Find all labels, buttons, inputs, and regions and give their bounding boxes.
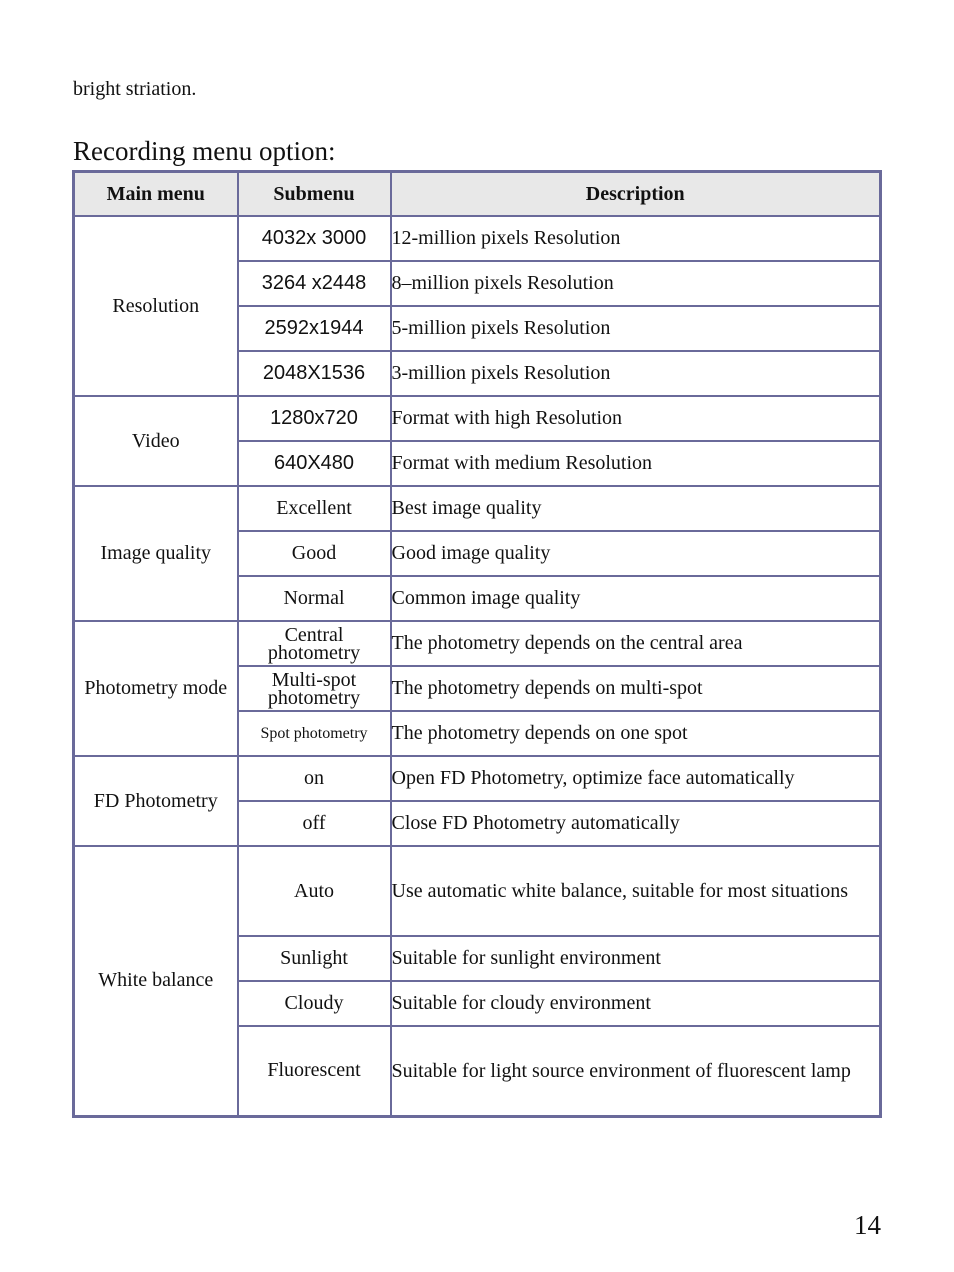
submenu-cell: Excellent (238, 486, 391, 531)
description-cell: 3-million pixels Resolution (391, 351, 881, 396)
submenu-cell: Fluorescent (238, 1026, 391, 1116)
column-header-description: Description (391, 172, 881, 217)
intro-text: bright striation. (73, 78, 197, 100)
main-menu-cell: Video (74, 396, 238, 486)
description-cell: Suitable for light source environment of fluorescent lamp (391, 1026, 881, 1116)
table-row (74, 216, 881, 261)
description-cell: 12-million pixels Resolution (391, 216, 881, 261)
table-row (74, 396, 881, 441)
submenu-cell: off (238, 801, 391, 846)
submenu-cell: Spot photometry (238, 711, 391, 756)
description-cell: The photometry depends on one spot (391, 711, 881, 756)
page-number: 14 (854, 1210, 881, 1240)
submenu-cell: on (238, 756, 391, 801)
submenu-cell: Good (238, 531, 391, 576)
table-row (74, 756, 881, 801)
main-menu-cell: Image quality (74, 486, 238, 621)
description-cell: Good image quality (391, 531, 881, 576)
description-cell: Close FD Photometry automatically (391, 801, 881, 846)
description-cell: Use automatic white balance, suitable for most situations (391, 846, 881, 936)
submenu-cell: 3264 x2448 (238, 261, 391, 306)
main-menu-cell: Photometry mode (74, 621, 238, 756)
description-cell: Suitable for cloudy environment (391, 981, 881, 1026)
column-header-submenu: Submenu (238, 172, 391, 217)
table-row (74, 621, 881, 666)
column-header-main-menu: Main menu (74, 172, 238, 217)
submenu-cell: Cloudy (238, 981, 391, 1026)
submenu-cell: 2048X1536 (238, 351, 391, 396)
table-row (74, 846, 881, 936)
description-cell: Best image quality (391, 486, 881, 531)
description-cell: The photometry depends on multi-spot (391, 666, 881, 711)
submenu-cell: 2592x1944 (238, 306, 391, 351)
submenu-cell: 4032x 3000 (238, 216, 391, 261)
main-menu-cell: FD Photometry (74, 756, 238, 846)
description-cell: Format with high Resolution (391, 396, 881, 441)
description-cell: 8–million pixels Resolution (391, 261, 881, 306)
main-menu-cell: White balance (74, 846, 238, 1116)
description-cell: Common image quality (391, 576, 881, 621)
section-heading: Recording menu option: (73, 136, 336, 166)
description-cell: Format with medium Resolution (391, 441, 881, 486)
description-cell: The photometry depends on the central area (391, 621, 881, 666)
submenu-cell: Auto (238, 846, 391, 936)
table-header-row (74, 172, 881, 217)
description-cell: Open FD Photometry, optimize face automatically (391, 756, 881, 801)
submenu-cell: Central photometry (238, 621, 391, 666)
main-menu-cell: Resolution (74, 216, 238, 396)
submenu-cell: Sunlight (238, 936, 391, 981)
table-row (74, 486, 881, 531)
submenu-cell: Normal (238, 576, 391, 621)
description-cell: 5-million pixels Resolution (391, 306, 881, 351)
submenu-cell: 640X480 (238, 441, 391, 486)
submenu-cell: Multi-spot photometry (238, 666, 391, 711)
submenu-cell: 1280x720 (238, 396, 391, 441)
description-cell: Suitable for sunlight environment (391, 936, 881, 981)
recording-menu-table (72, 170, 882, 1118)
